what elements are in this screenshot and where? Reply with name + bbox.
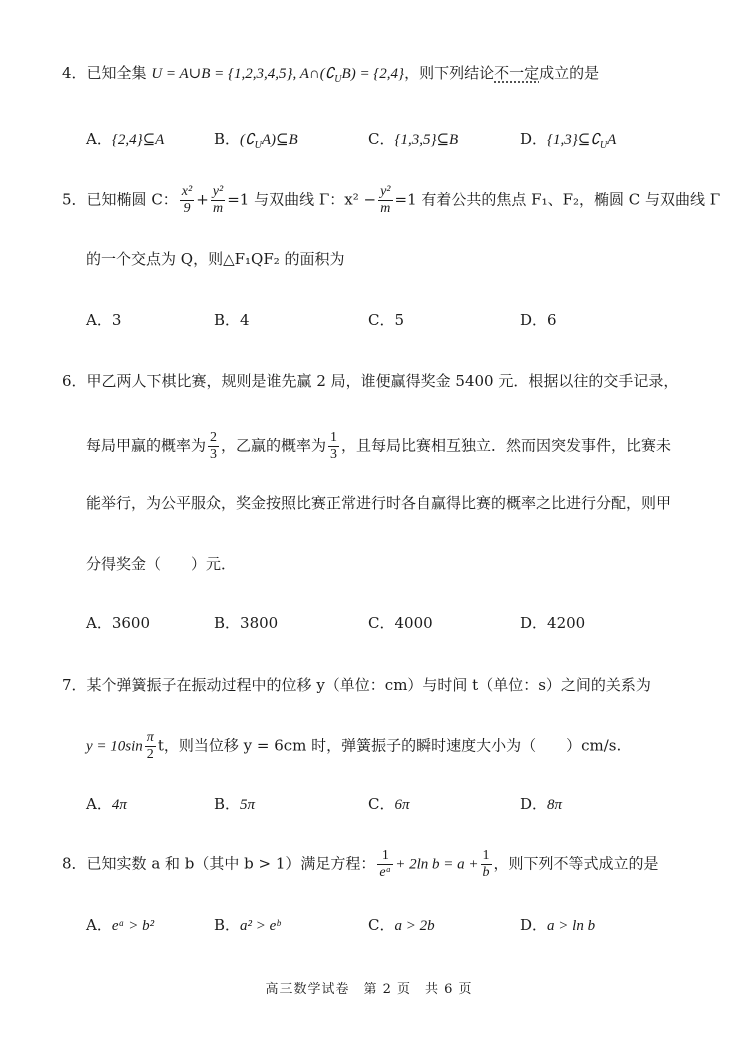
emphasis-text: 不一定 bbox=[494, 64, 540, 82]
fraction: $\frac{2}{3}$ bbox=[210, 430, 218, 463]
option-a[interactable]: A．{2,4}⊆A bbox=[86, 130, 165, 148]
question-8-stem: 8．已知实数 a 和 b（其中 b > 1）满足方程： $\frac{1}{\text{eᵃ}}$ + 2ln b = a + $\frac{1}{b}$ ，则下列不等式成立的是 bbox=[62, 848, 659, 881]
fraction: $\frac{\text{y²}}{m}$ bbox=[212, 184, 224, 217]
question-6-stem-line3: 能举行，为公平服众，奖金按照比赛正常进行时各自赢得比赛的概率之比进行分配，则甲 bbox=[86, 494, 672, 512]
question-number: 4． bbox=[62, 64, 87, 82]
question-5-stem-line2: 的一个交点为 Q，则△F₁QF₂ 的面积为 bbox=[86, 250, 345, 268]
question-6-stem-line1: 6．甲乙两人下棋比赛，规则是谁先赢 2 局，谁便赢得奖金 5400 元．根据以往的交手记录， bbox=[62, 372, 679, 390]
question-number: 8． bbox=[62, 854, 87, 873]
question-5-stem-line1: 5．已知椭圆 C： $\frac{\text{x²}}{9}$ + $\frac{\text{y²}}{m}$ =1 与双曲线 Γ：x² − $\frac{\text{y²}}{m}$ =1 有着公共的焦点 F₁、F₂，椭圆 C 与双曲线 Γ bbox=[62, 184, 721, 217]
fraction: $\frac{1}{b}$ bbox=[482, 848, 490, 881]
option-c[interactable]: C．4000 bbox=[368, 614, 433, 632]
page-footer: 高三数学试卷 第 2 页 共 6 页 bbox=[265, 982, 473, 997]
fraction: $\frac{\text{y²}}{m}$ bbox=[380, 184, 391, 217]
option-c[interactable]: C．5 bbox=[368, 311, 405, 329]
question-7-stem-line1: 7．某个弹簧振子在振动过程中的位移 y（单位：cm）与时间 t（单位：s）之间的关系为 bbox=[62, 676, 651, 694]
option-a[interactable]: A．eᵃ > b² bbox=[86, 916, 155, 934]
option-a[interactable]: A．4π bbox=[86, 795, 127, 813]
option-d[interactable]: D．$\{1,3\}⊆∁_UA$ bbox=[520, 130, 617, 151]
question-4-stem: 4．已知全集 U = A∪B = {1,2,3,4,5}, $A\cap(∁_UB) = \{2,4\}$，则下列结论不一定成立的是 bbox=[62, 64, 600, 85]
question-number: 6． bbox=[62, 372, 87, 390]
option-b[interactable]: B．4 bbox=[214, 311, 250, 329]
question-number: 7． bbox=[62, 676, 87, 694]
option-c[interactable]: C．{1,3,5}⊆B bbox=[368, 130, 459, 148]
option-d[interactable]: D．8π bbox=[520, 795, 563, 813]
option-d[interactable]: D．4200 bbox=[520, 614, 586, 632]
fraction: $\frac{\text{x²}}{9}$ bbox=[181, 184, 193, 217]
fraction: $\frac{1}{\text{eᵃ}}$ bbox=[379, 848, 392, 881]
option-c[interactable]: C．6π bbox=[368, 795, 410, 813]
option-a[interactable]: A．3600 bbox=[86, 614, 151, 632]
option-d[interactable]: D．a > ln b bbox=[520, 916, 596, 934]
fraction: $\frac{\pi}{2}$ bbox=[146, 730, 154, 763]
fraction: $\frac{1}{3}$ bbox=[330, 430, 338, 463]
option-c[interactable]: C．a > 2b bbox=[368, 916, 435, 934]
option-b[interactable]: B．5π bbox=[214, 795, 256, 813]
option-b[interactable]: B．3800 bbox=[214, 614, 279, 632]
question-7-stem-line2: y = 10sin $\frac{\pi}{2}$ t，则当位移 y = 6cm 时，弹簧振子的瞬时速度大小为（ ）cm/s. bbox=[86, 730, 622, 763]
question-number: 5． bbox=[62, 190, 87, 209]
question-6-stem-line4: 分得奖金（ ）元． bbox=[86, 555, 237, 573]
question-6-stem-line2: 每局甲赢的概率为 $\frac{2}{3}$ ，乙赢的概率为 $\frac{1}{3}$ ，且每局比赛相互独立．然而因突发事件，比赛未 bbox=[86, 430, 672, 463]
option-d[interactable]: D．6 bbox=[520, 311, 557, 329]
option-b[interactable]: B．a² > eᵇ bbox=[214, 916, 281, 934]
option-a[interactable]: A．3 bbox=[86, 311, 122, 329]
option-b[interactable]: B．$(∁_UA)⊆B$ bbox=[214, 130, 298, 151]
